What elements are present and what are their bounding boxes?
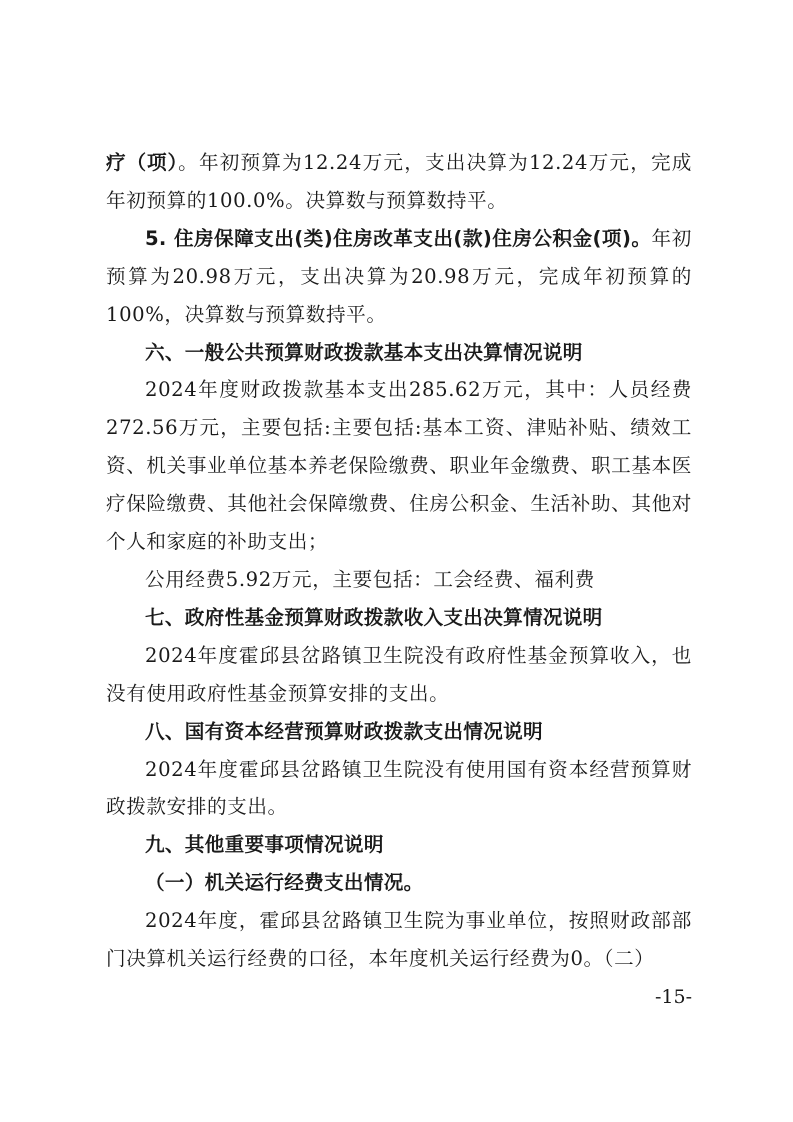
heading-section-9: 九、其他重要事项情况说明 (145, 833, 384, 857)
item-title: 疗（项） (106, 151, 179, 174)
item-text: 年初预算为20.98万元，支出决算为20.98万元，完成年初预算的100%，决算数与预算数持平。 (106, 226, 692, 326)
item-text: 。年初预算为12.24万元，支出决算为12.24万元，完成年初预算的100.0%。决算数与预算数持平。 (106, 151, 692, 212)
heading-section-8: 八、国有资本经营预算财政拨款支出情况说明 (145, 719, 543, 743)
paragraph-basic-expenditure: 2024年度财政拨款基本支出285.62万元，其中：人员经费272.56万元，主要包括:主要包括:基本工资、津贴补贴、绩效工资、机关事业单位基本养老保险缴费、职业年金缴费、职工基本医疗保险缴费、其他社会保障缴费、住房公积金、生活补助、其他对个人和家庭的补助支出； (106, 378, 692, 554)
paragraph-state-capital: 2024年度霍邱县岔路镇卫生院没有使用国有资本经营预算财政拨款安排的支出。 (106, 757, 692, 819)
paragraph-operating-expenses: 2024年度，霍邱县岔路镇卫生院为事业单位，按照财政部部门决算机关运行经费的口径，本年度机关运行经费为0。（二） (106, 909, 692, 971)
page-number: -15- (654, 986, 692, 1008)
item-title: 5. 住房保障支出(类)住房改革支出(款)住房公积金(项)。 (145, 226, 652, 250)
paragraph-housing-item (106, 220, 692, 334)
heading-section-7: 七、政府性基金预算财政拨款收入支出决算情况说明 (145, 605, 603, 629)
document-page (106, 144, 692, 978)
heading-section-6: 六、一般公共预算财政拨款基本支出决算情况说明 (145, 340, 583, 364)
paragraph-medical-item (106, 144, 692, 220)
heading-subsection-9-1: （一）机关运行经费支出情况。 (145, 871, 424, 895)
paragraph-public-funds: 公用经费5.92万元，主要包括：工会经费、福利费 (145, 567, 595, 591)
paragraph-government-fund: 2024年度霍邱县岔路镇卫生院没有政府性基金预算收入，也没有使用政府性基金预算安排的支出。 (106, 643, 692, 705)
